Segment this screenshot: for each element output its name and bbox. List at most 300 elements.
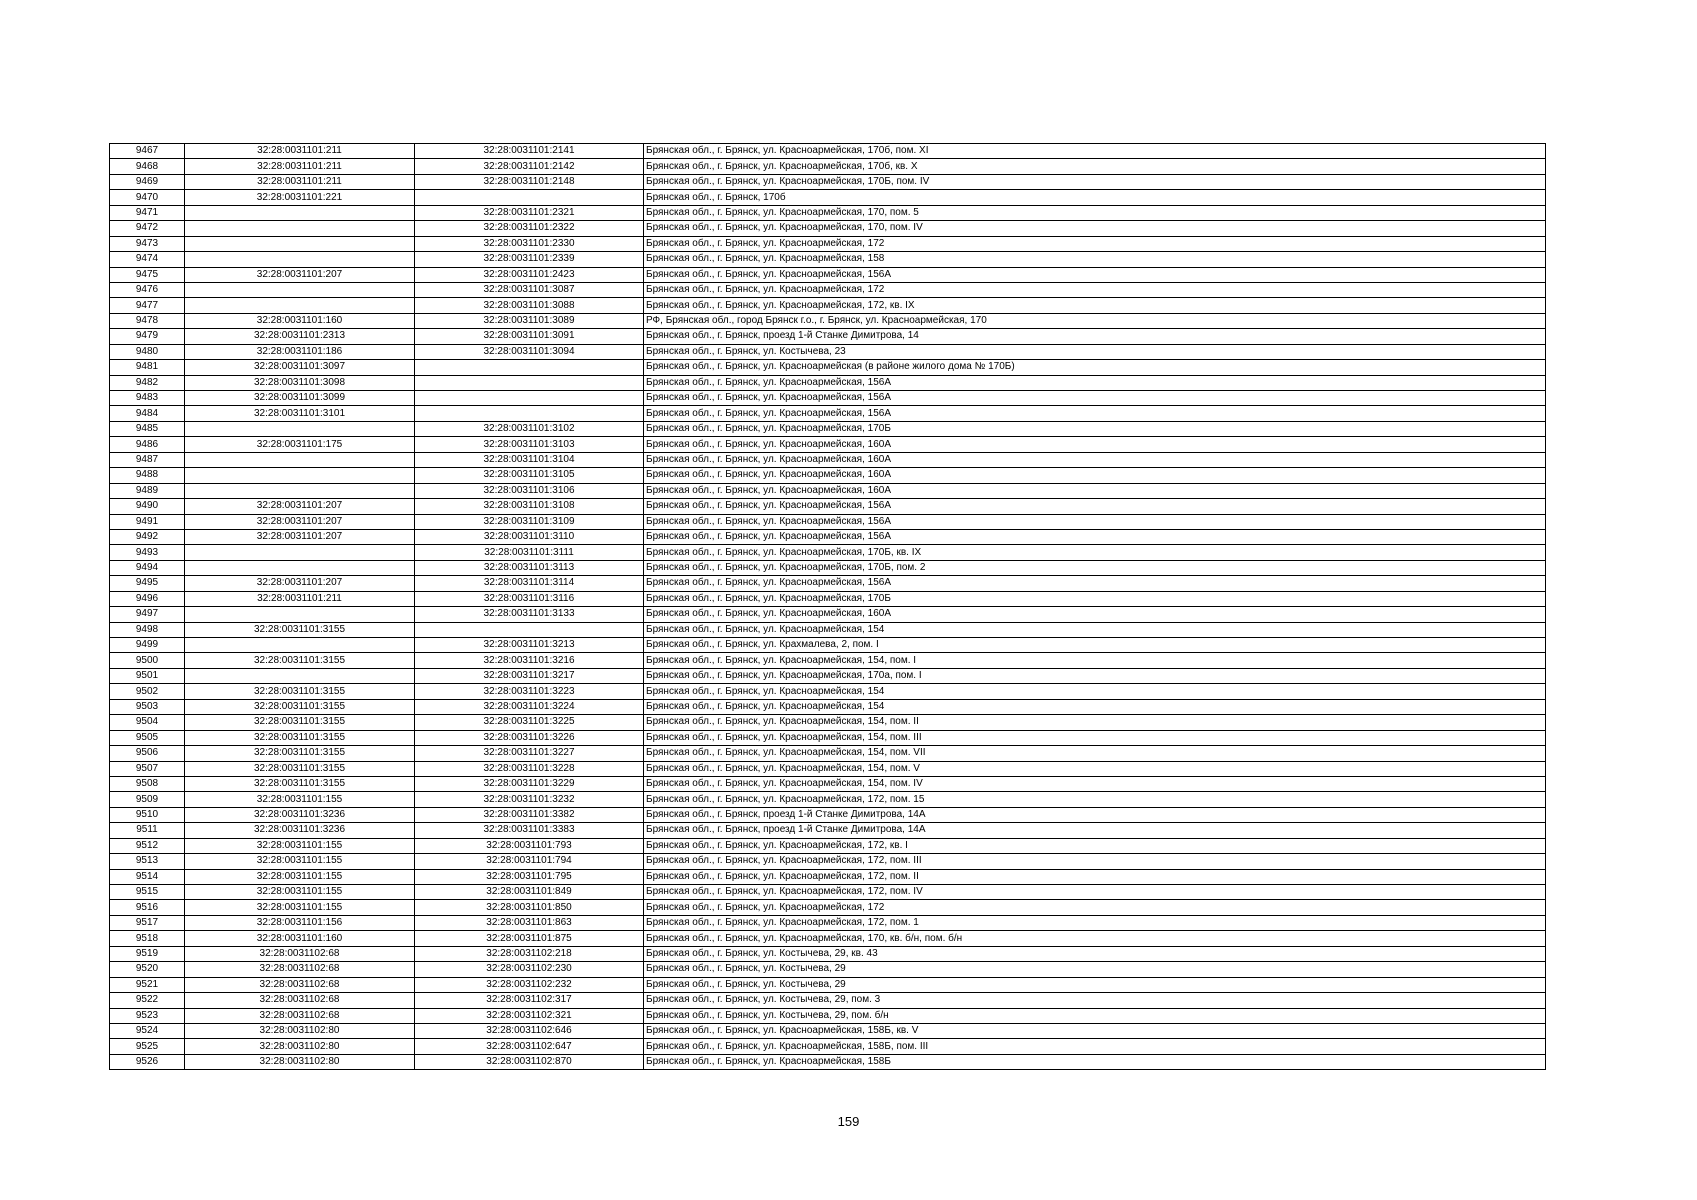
parcel-number-cell: 32:28:0031102:80 [185,1023,415,1038]
address-cell: Брянская обл., г. Брянск, ул. Красноармейская, 160А [644,452,1546,467]
row-number-cell: 9513 [110,854,185,869]
parcel-number-cell: 32:28:0031102:80 [185,1054,415,1069]
parcel-number-cell: 32:28:0031101:3155 [185,699,415,714]
parcel-number-cell: 32:28:0031101:211 [185,591,415,606]
address-cell: Брянская обл., г. Брянск, 170б [644,190,1546,205]
object-number-cell [415,190,644,205]
parcel-number-cell: 32:28:0031101:160 [185,313,415,328]
address-cell: Брянская обл., г. Брянск, ул. Красноармейская, 156А [644,391,1546,406]
table-row [110,468,1546,483]
row-number-cell: 9521 [110,977,185,992]
row-number-cell: 9511 [110,823,185,838]
parcel-number-cell [185,252,415,267]
parcel-number-cell [185,638,415,653]
parcel-number-cell: 32:28:0031101:3155 [185,684,415,699]
address-cell: Брянская обл., г. Брянск, ул. Красноармейская, 172, пом. III [644,854,1546,869]
object-number-cell: 32:28:0031101:2339 [415,252,644,267]
parcel-number-cell: 32:28:0031101:3101 [185,406,415,421]
row-number-cell: 9505 [110,730,185,745]
address-cell: Брянская обл., г. Брянск, ул. Красноармейская, 158 [644,252,1546,267]
parcel-number-cell [185,421,415,436]
object-number-cell: 32:28:0031101:3223 [415,684,644,699]
address-cell: Брянская обл., г. Брянск, ул. Красноармейская, 154, пом. I [644,653,1546,668]
table-row [110,329,1546,344]
parcel-number-cell: 32:28:0031101:3155 [185,653,415,668]
row-number-cell: 9481 [110,360,185,375]
address-cell: Брянская обл., г. Брянск, ул. Костычева, 29 [644,962,1546,977]
table-row [110,807,1546,822]
parcel-number-cell: 32:28:0031101:2313 [185,329,415,344]
table-row [110,761,1546,776]
parcel-number-cell: 32:28:0031102:80 [185,1039,415,1054]
parcel-number-cell: 32:28:0031101:155 [185,900,415,915]
parcel-number-cell: 32:28:0031101:3155 [185,761,415,776]
address-cell: Брянская обл., г. Брянск, проезд 1-й Станке Димитрова, 14 [644,329,1546,344]
row-number-cell: 9488 [110,468,185,483]
row-number-cell: 9503 [110,699,185,714]
object-number-cell: 32:28:0031101:2141 [415,144,644,159]
table-row [110,638,1546,653]
object-number-cell: 32:28:0031101:850 [415,900,644,915]
row-number-cell: 9497 [110,607,185,622]
object-number-cell: 32:28:0031101:3226 [415,730,644,745]
address-cell: Брянская обл., г. Брянск, ул. Красноармейская, 160А [644,468,1546,483]
object-number-cell: 32:28:0031101:875 [415,931,644,946]
object-number-cell: 32:28:0031101:3383 [415,823,644,838]
table-row [110,313,1546,328]
table-row [110,823,1546,838]
row-number-cell: 9494 [110,560,185,575]
address-cell: Брянская обл., г. Брянск, ул. Красноармейская, 156А [644,499,1546,514]
parcel-number-cell: 32:28:0031101:155 [185,838,415,853]
address-cell: Брянская обл., г. Брянск, ул. Красноармейская, 172 [644,282,1546,297]
address-cell: Брянская обл., г. Брянск, ул. Красноармейская, 160А [644,483,1546,498]
parcel-number-cell [185,545,415,560]
address-cell: Брянская обл., г. Брянск, ул. Красноармейская, 172, кв. IX [644,298,1546,313]
table-row [110,560,1546,575]
table-row [110,1039,1546,1054]
table-row [110,298,1546,313]
parcel-number-cell: 32:28:0031102:68 [185,1008,415,1023]
parcel-number-cell: 32:28:0031101:160 [185,931,415,946]
object-number-cell: 32:28:0031102:321 [415,1008,644,1023]
address-cell: Брянская обл., г. Брянск, ул. Красноармейская, 170Б [644,421,1546,436]
object-number-cell: 32:28:0031101:2322 [415,221,644,236]
row-number-cell: 9493 [110,545,185,560]
row-number-cell: 9476 [110,282,185,297]
parcel-number-cell: 32:28:0031101:3155 [185,715,415,730]
row-number-cell: 9500 [110,653,185,668]
table-body [110,144,1546,1070]
row-number-cell: 9519 [110,946,185,961]
row-number-cell: 9507 [110,761,185,776]
address-cell: Брянская обл., г. Брянск, ул. Красноармейская, 170Б, кв. IX [644,545,1546,560]
row-number-cell: 9485 [110,421,185,436]
address-cell: Брянская обл., г. Брянск, ул. Красноармейская, 156А [644,267,1546,282]
row-number-cell: 9475 [110,267,185,282]
parcel-number-cell: 32:28:0031101:207 [185,267,415,282]
table-row [110,360,1546,375]
row-number-cell: 9518 [110,931,185,946]
address-cell: Брянская обл., г. Брянск, ул. Красноармейская, 172, пом. 1 [644,915,1546,930]
table-row [110,344,1546,359]
table-row [110,190,1546,205]
object-number-cell: 32:28:0031101:793 [415,838,644,853]
address-cell: Брянская обл., г. Брянск, ул. Красноармейская, 156А [644,514,1546,529]
parcel-number-cell: 32:28:0031101:156 [185,915,415,930]
address-cell: Брянская обл., г. Брянск, ул. Костычева, 29, кв. 43 [644,946,1546,961]
table-row [110,144,1546,159]
address-cell: Брянская обл., г. Брянск, ул. Красноармейская, 170, кв. б/н, пом. б/н [644,931,1546,946]
row-number-cell: 9522 [110,993,185,1008]
table-row [110,653,1546,668]
object-number-cell: 32:28:0031101:863 [415,915,644,930]
parcel-number-cell: 32:28:0031101:211 [185,144,415,159]
object-number-cell: 32:28:0031101:3103 [415,437,644,452]
row-number-cell: 9517 [110,915,185,930]
object-number-cell: 32:28:0031101:3113 [415,560,644,575]
address-cell: Брянская обл., г. Брянск, ул. Красноармейская, 172, пом. 15 [644,792,1546,807]
address-cell: Брянская обл., г. Брянск, ул. Красноармейская, 154 [644,684,1546,699]
address-cell: Брянская обл., г. Брянск, ул. Костычева, 29 [644,977,1546,992]
object-number-cell: 32:28:0031101:3094 [415,344,644,359]
address-cell: Брянская обл., г. Брянск, ул. Красноармейская, 170Б [644,591,1546,606]
table-row [110,483,1546,498]
address-cell: Брянская обл., г. Брянск, ул. Красноармейская, 170б, пом. XI [644,144,1546,159]
address-cell: Брянская обл., г. Брянск, ул. Костычева, 23 [644,344,1546,359]
object-number-cell: 32:28:0031101:3217 [415,668,644,683]
row-number-cell: 9480 [110,344,185,359]
object-number-cell: 32:28:0031101:2142 [415,159,644,174]
address-cell: Брянская обл., г. Брянск, ул. Костычева, 29, пом. 3 [644,993,1546,1008]
table-row [110,545,1546,560]
parcel-number-cell: 32:28:0031101:207 [185,499,415,514]
table-row [110,267,1546,282]
table-row [110,391,1546,406]
address-cell: Брянская обл., г. Брянск, ул. Красноармейская, 154, пом. II [644,715,1546,730]
address-cell: Брянская обл., г. Брянск, ул. Красноармейская, 172, пом. IV [644,885,1546,900]
parcel-number-cell [185,452,415,467]
table-row [110,499,1546,514]
row-number-cell: 9525 [110,1039,185,1054]
parcel-number-cell: 32:28:0031101:207 [185,576,415,591]
object-number-cell: 32:28:0031101:3216 [415,653,644,668]
address-cell: Брянская обл., г. Брянск, ул. Красноармейская, 156А [644,576,1546,591]
address-cell: Брянская обл., г. Брянск, ул. Красноармейская, 170, пом. 5 [644,205,1546,220]
table-row [110,1008,1546,1023]
table-row [110,514,1546,529]
parcel-number-cell: 32:28:0031101:155 [185,854,415,869]
parcel-number-cell: 32:28:0031101:3099 [185,391,415,406]
row-number-cell: 9477 [110,298,185,313]
row-number-cell: 9467 [110,144,185,159]
row-number-cell: 9478 [110,313,185,328]
table-row [110,730,1546,745]
row-number-cell: 9470 [110,190,185,205]
address-cell: Брянская обл., г. Брянск, ул. Красноармейская, 154, пом. IV [644,776,1546,791]
address-cell: Брянская обл., г. Брянск, ул. Красноармейская, 158Б, пом. III [644,1039,1546,1054]
table-row [110,452,1546,467]
object-number-cell: 32:28:0031101:2148 [415,174,644,189]
table-row [110,715,1546,730]
table-row [110,900,1546,915]
row-number-cell: 9483 [110,391,185,406]
registry-table [109,143,1546,1070]
table-row [110,699,1546,714]
row-number-cell: 9496 [110,591,185,606]
address-cell: Брянская обл., г. Брянск, ул. Костычева, 29, пом. б/н [644,1008,1546,1023]
table-row [110,668,1546,683]
object-number-cell [415,360,644,375]
table-row [110,174,1546,189]
parcel-number-cell [185,483,415,498]
table-row [110,437,1546,452]
row-number-cell: 9487 [110,452,185,467]
row-number-cell: 9499 [110,638,185,653]
parcel-number-cell [185,298,415,313]
row-number-cell: 9472 [110,221,185,236]
address-cell: Брянская обл., г. Брянск, проезд 1-й Станке Димитрова, 14А [644,807,1546,822]
row-number-cell: 9504 [110,715,185,730]
parcel-number-cell: 32:28:0031101:175 [185,437,415,452]
object-number-cell: 32:28:0031101:3227 [415,746,644,761]
object-number-cell: 32:28:0031101:3106 [415,483,644,498]
table-row [110,931,1546,946]
row-number-cell: 9498 [110,622,185,637]
parcel-number-cell [185,282,415,297]
table-row [110,977,1546,992]
table-row [110,946,1546,961]
row-number-cell: 9484 [110,406,185,421]
address-cell: Брянская обл., г. Брянск, ул. Красноармейская, 156А [644,375,1546,390]
address-cell: Брянская обл., г. Брянск, ул. Красноармейская, 154 [644,622,1546,637]
row-number-cell: 9490 [110,499,185,514]
address-cell: Брянская обл., г. Брянск, ул. Красноармейская, 160А [644,607,1546,622]
parcel-number-cell: 32:28:0031101:211 [185,159,415,174]
address-cell: Брянская обл., г. Брянск, ул. Красноармейская, 154 [644,699,1546,714]
table-row [110,159,1546,174]
table-row [110,869,1546,884]
address-cell: Брянская обл., г. Брянск, ул. Красноармейская, 154, пом. V [644,761,1546,776]
object-number-cell: 32:28:0031101:2321 [415,205,644,220]
parcel-number-cell: 32:28:0031102:68 [185,962,415,977]
table-row [110,205,1546,220]
parcel-number-cell [185,221,415,236]
object-number-cell: 32:28:0031101:3105 [415,468,644,483]
parcel-number-cell [185,668,415,683]
parcel-number-cell: 32:28:0031101:3097 [185,360,415,375]
table-row [110,776,1546,791]
object-number-cell: 32:28:0031101:3133 [415,607,644,622]
address-cell: Брянская обл., г. Брянск, ул. Красноармейская, 160А [644,437,1546,452]
table-row [110,792,1546,807]
object-number-cell: 32:28:0031101:2330 [415,236,644,251]
table-row [110,1054,1546,1069]
parcel-number-cell: 32:28:0031102:68 [185,946,415,961]
object-number-cell: 32:28:0031102:218 [415,946,644,961]
object-number-cell: 32:28:0031101:3088 [415,298,644,313]
object-number-cell: 32:28:0031101:3109 [415,514,644,529]
table-row [110,282,1546,297]
object-number-cell: 32:28:0031101:3229 [415,776,644,791]
object-number-cell: 32:28:0031101:3091 [415,329,644,344]
row-number-cell: 9523 [110,1008,185,1023]
address-cell: Брянская обл., г. Брянск, ул. Красноармейская, 154, пом. III [644,730,1546,745]
parcel-number-cell [185,205,415,220]
table-row [110,1023,1546,1038]
parcel-number-cell: 32:28:0031101:3155 [185,730,415,745]
object-number-cell: 32:28:0031101:3111 [415,545,644,560]
address-cell: Брянская обл., г. Брянск, ул. Красноармейская, 170Б, пом. 2 [644,560,1546,575]
address-cell: Брянская обл., г. Брянск, ул. Красноармейская, 158Б, кв. V [644,1023,1546,1038]
object-number-cell: 32:28:0031101:3087 [415,282,644,297]
object-number-cell: 32:28:0031101:849 [415,885,644,900]
address-cell: Брянская обл., г. Брянск, ул. Красноармейская, 154, пом. VII [644,746,1546,761]
address-cell: Брянская обл., г. Брянск, ул. Красноармейская, 170б, кв. X [644,159,1546,174]
row-number-cell: 9506 [110,746,185,761]
row-number-cell: 9479 [110,329,185,344]
parcel-number-cell [185,236,415,251]
table-row [110,854,1546,869]
row-number-cell: 9520 [110,962,185,977]
address-cell: Брянская обл., г. Брянск, ул. Красноармейская, 172, пом. II [644,869,1546,884]
object-number-cell: 32:28:0031101:3232 [415,792,644,807]
object-number-cell: 32:28:0031102:646 [415,1023,644,1038]
parcel-number-cell: 32:28:0031101:3236 [185,823,415,838]
object-number-cell: 32:28:0031102:317 [415,993,644,1008]
parcel-number-cell: 32:28:0031101:3155 [185,622,415,637]
object-number-cell: 32:28:0031101:3228 [415,761,644,776]
parcel-number-cell: 32:28:0031101:155 [185,792,415,807]
parcel-number-cell: 32:28:0031101:3155 [185,776,415,791]
object-number-cell: 32:28:0031101:3108 [415,499,644,514]
parcel-number-cell: 32:28:0031102:68 [185,993,415,1008]
table-row [110,607,1546,622]
row-number-cell: 9516 [110,900,185,915]
parcel-number-cell: 32:28:0031101:3155 [185,746,415,761]
table-row [110,236,1546,251]
object-number-cell: 32:28:0031101:3089 [415,313,644,328]
parcel-number-cell: 32:28:0031101:3098 [185,375,415,390]
table-row [110,915,1546,930]
row-number-cell: 9502 [110,684,185,699]
row-number-cell: 9510 [110,807,185,822]
row-number-cell: 9491 [110,514,185,529]
address-cell: Брянская обл., г. Брянск, ул. Крахмалева, 2, пом. I [644,638,1546,653]
table-row [110,406,1546,421]
parcel-number-cell [185,560,415,575]
table-row [110,684,1546,699]
table-row [110,221,1546,236]
object-number-cell: 32:28:0031101:3225 [415,715,644,730]
parcel-number-cell: 32:28:0031102:68 [185,977,415,992]
address-cell: Брянская обл., г. Брянск, ул. Красноармейская, 172 [644,900,1546,915]
object-number-cell: 32:28:0031102:647 [415,1039,644,1054]
parcel-number-cell: 32:28:0031101:155 [185,869,415,884]
parcel-number-cell: 32:28:0031101:207 [185,529,415,544]
parcel-number-cell: 32:28:0031101:207 [185,514,415,529]
table-row [110,421,1546,436]
row-number-cell: 9471 [110,205,185,220]
row-number-cell: 9515 [110,885,185,900]
row-number-cell: 9495 [110,576,185,591]
object-number-cell [415,375,644,390]
address-cell: Брянская обл., г. Брянск, ул. Красноармейская, 158Б [644,1054,1546,1069]
object-number-cell: 32:28:0031101:3382 [415,807,644,822]
address-cell: Брянская обл., г. Брянск, ул. Красноармейская, 170, пом. IV [644,221,1546,236]
address-cell: Брянская обл., г. Брянск, ул. Красноармейская, 172 [644,236,1546,251]
object-number-cell: 32:28:0031101:3114 [415,576,644,591]
object-number-cell: 32:28:0031101:794 [415,854,644,869]
object-number-cell: 32:28:0031101:3116 [415,591,644,606]
address-cell: Брянская обл., г. Брянск, проезд 1-й Станке Димитрова, 14А [644,823,1546,838]
table-row [110,252,1546,267]
parcel-number-cell: 32:28:0031101:221 [185,190,415,205]
row-number-cell: 9492 [110,529,185,544]
address-cell: Брянская обл., г. Брянск, ул. Красноармейская, 156А [644,529,1546,544]
object-number-cell [415,622,644,637]
object-number-cell: 32:28:0031102:232 [415,977,644,992]
object-number-cell: 32:28:0031101:795 [415,869,644,884]
table-row [110,622,1546,637]
table-row [110,576,1546,591]
row-number-cell: 9473 [110,236,185,251]
row-number-cell: 9509 [110,792,185,807]
table-row [110,746,1546,761]
row-number-cell: 9501 [110,668,185,683]
object-number-cell: 32:28:0031101:3104 [415,452,644,467]
parcel-number-cell: 32:28:0031101:186 [185,344,415,359]
object-number-cell [415,391,644,406]
table-row [110,529,1546,544]
table-row [110,375,1546,390]
address-cell: Брянская обл., г. Брянск, ул. Красноармейская, 170а, пом. I [644,668,1546,683]
parcel-number-cell [185,468,415,483]
page-number: 159 [837,1114,860,1129]
table-row [110,885,1546,900]
object-number-cell: 32:28:0031101:3213 [415,638,644,653]
address-cell: Брянская обл., г. Брянск, ул. Красноармейская (в районе жилого дома № 170Б) [644,360,1546,375]
table-row [110,962,1546,977]
object-number-cell: 32:28:0031101:3102 [415,421,644,436]
object-number-cell: 32:28:0031101:3110 [415,529,644,544]
address-cell: Брянская обл., г. Брянск, ул. Красноармейская, 156А [644,406,1546,421]
parcel-number-cell: 32:28:0031101:211 [185,174,415,189]
row-number-cell: 9474 [110,252,185,267]
parcel-number-cell [185,607,415,622]
object-number-cell: 32:28:0031102:230 [415,962,644,977]
address-cell: РФ, Брянская обл., город Брянск г.о., г. Брянск, ул. Красноармейская, 170 [644,313,1546,328]
object-number-cell: 32:28:0031101:3224 [415,699,644,714]
table-row [110,838,1546,853]
row-number-cell: 9514 [110,869,185,884]
row-number-cell: 9512 [110,838,185,853]
row-number-cell: 9526 [110,1054,185,1069]
row-number-cell: 9482 [110,375,185,390]
table-row [110,993,1546,1008]
parcel-number-cell: 32:28:0031101:3236 [185,807,415,822]
row-number-cell: 9468 [110,159,185,174]
object-number-cell: 32:28:0031101:2423 [415,267,644,282]
address-cell: Брянская обл., г. Брянск, ул. Красноармейская, 170Б, пом. IV [644,174,1546,189]
row-number-cell: 9524 [110,1023,185,1038]
object-number-cell: 32:28:0031102:870 [415,1054,644,1069]
row-number-cell: 9486 [110,437,185,452]
row-number-cell: 9469 [110,174,185,189]
address-cell: Брянская обл., г. Брянск, ул. Красноармейская, 172, кв. I [644,838,1546,853]
parcel-number-cell: 32:28:0031101:155 [185,885,415,900]
table-row [110,591,1546,606]
